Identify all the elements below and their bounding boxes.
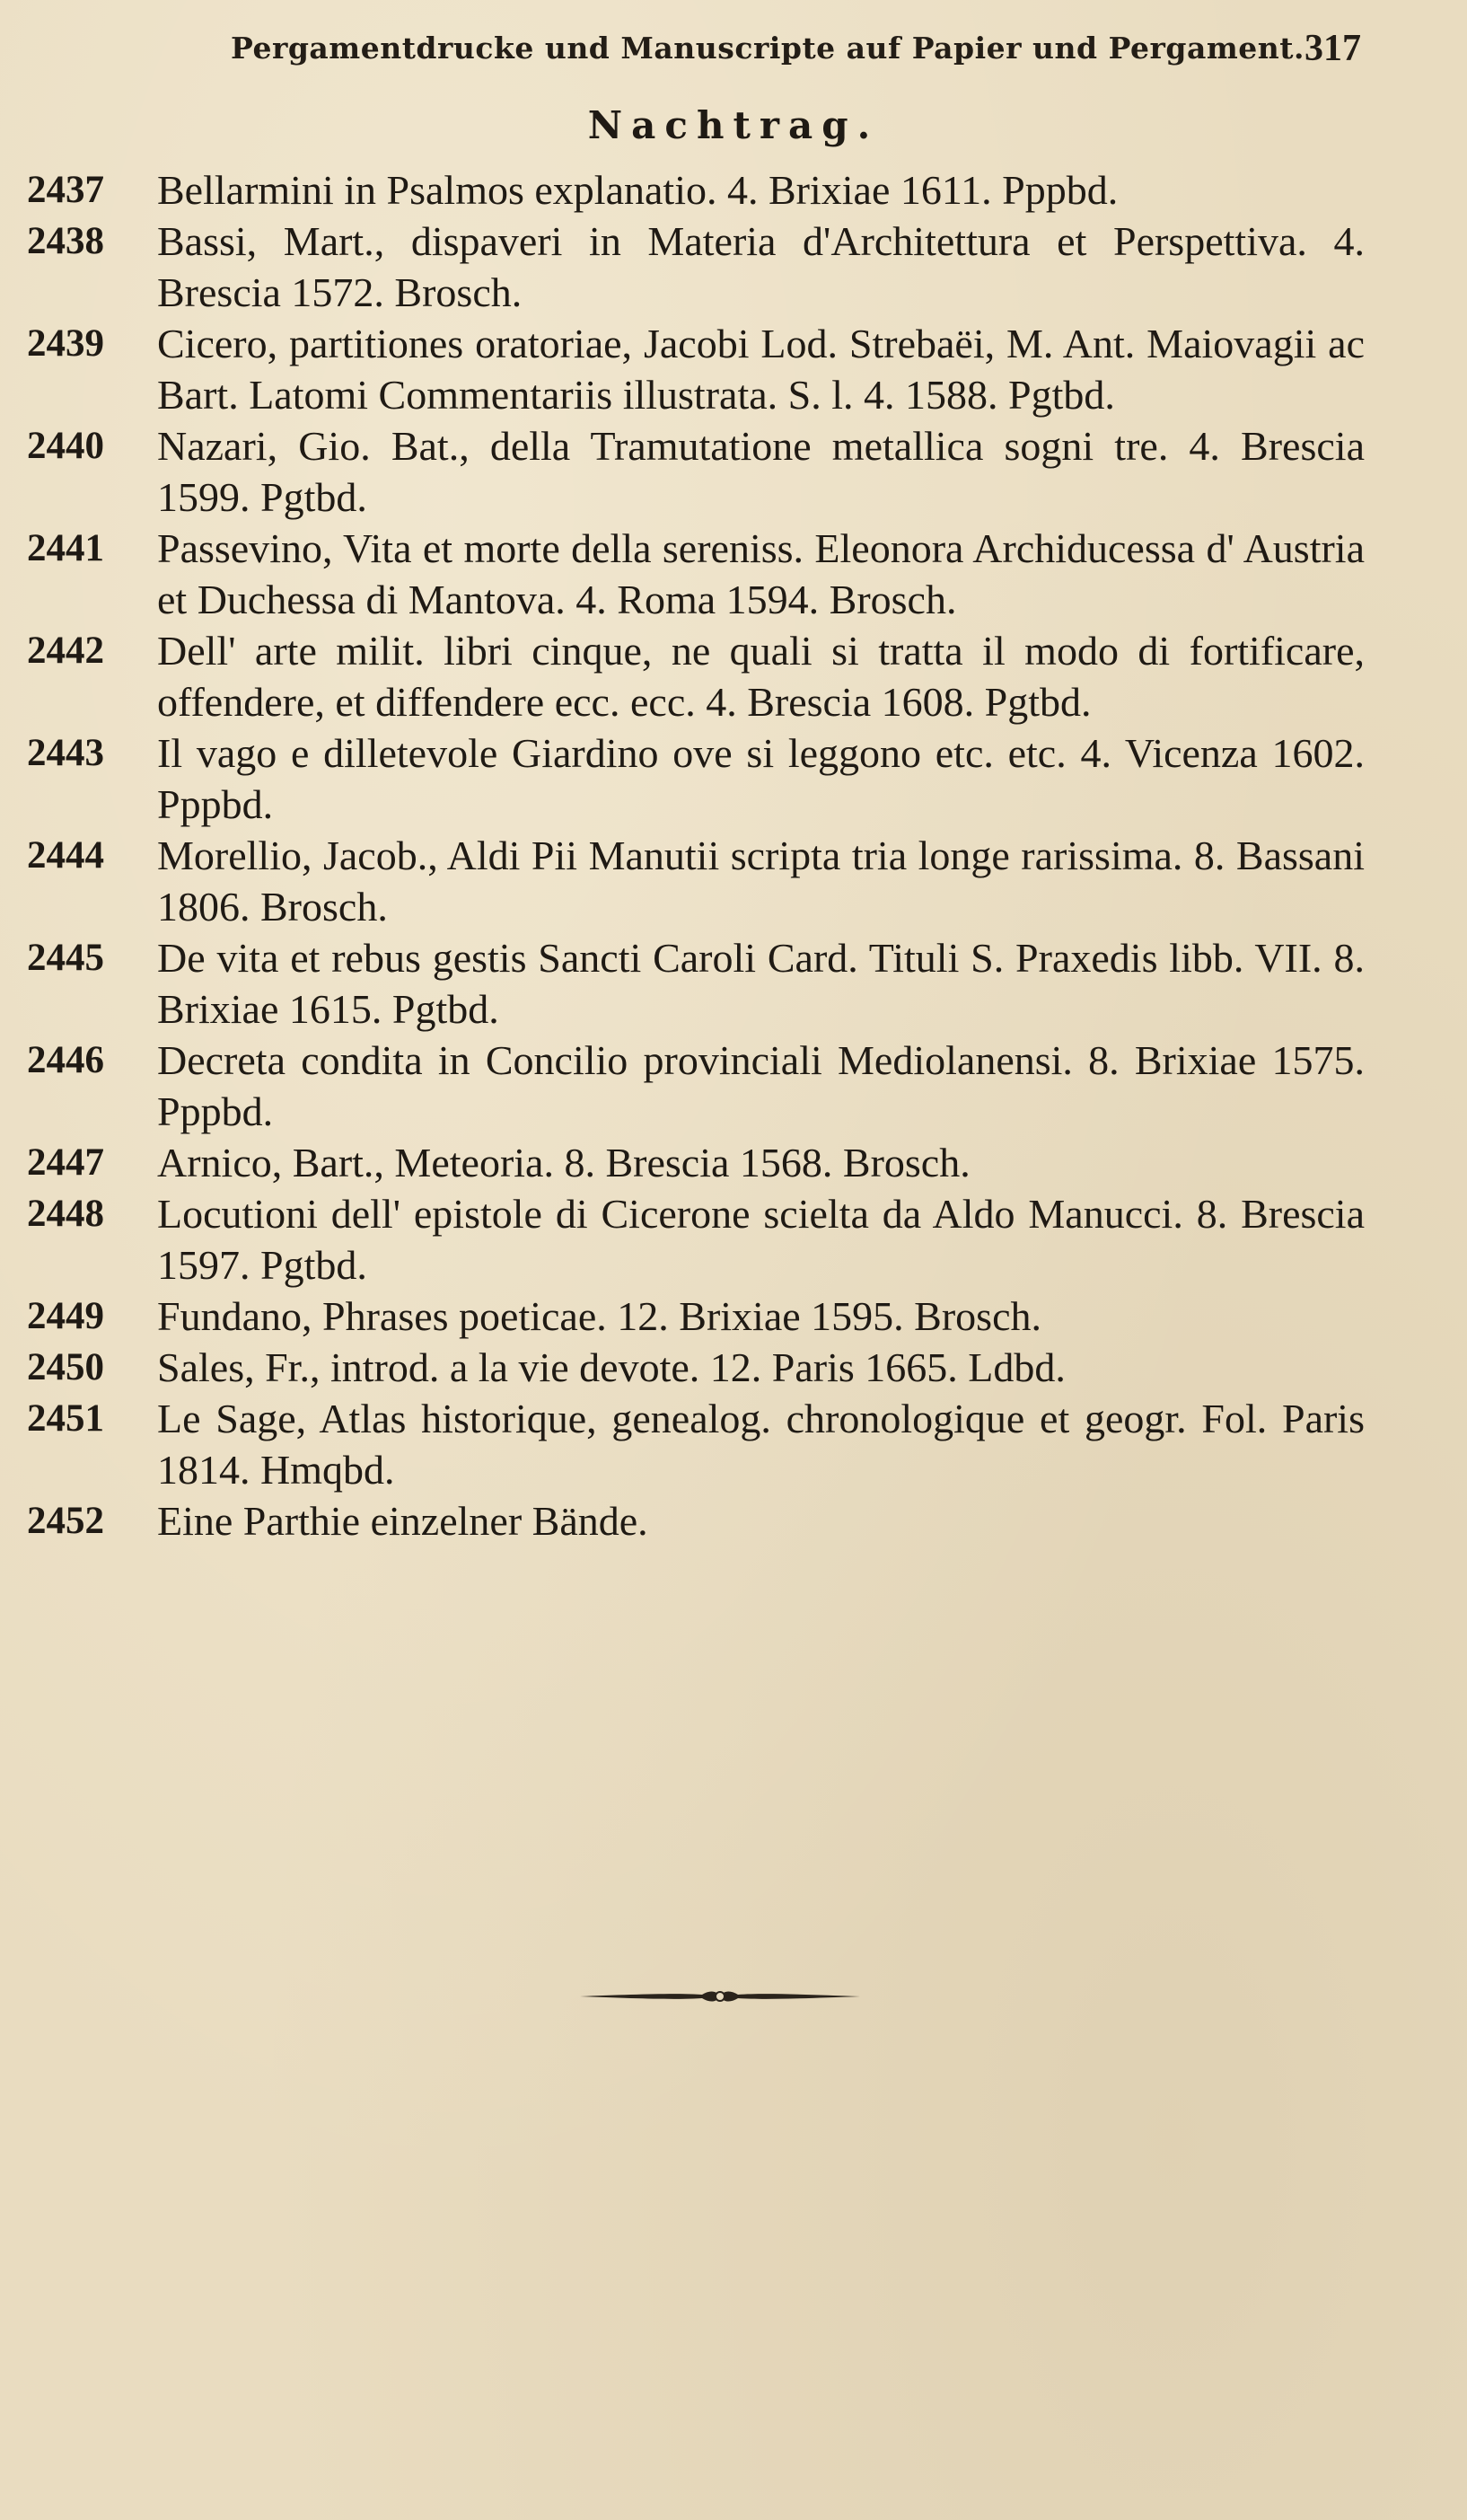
section-title: Nachtrag. bbox=[587, 103, 880, 147]
entry-text: Il vago e dilletevole Giardino ove si leggono etc. etc. 4. Vicenza 1602. Pppbd. bbox=[157, 730, 1365, 827]
entry-number: 2438 bbox=[27, 220, 104, 262]
catalogue-entry bbox=[27, 1137, 1365, 1188]
entry-text: Bassi, Mart., dispaveri in Materia d'Architettura et Perspettiva. 4. Brescia 1572. Brosch. bbox=[157, 218, 1365, 315]
entry-number: 2443 bbox=[27, 732, 104, 774]
entry-text: Morellio, Jacob., Aldi Pii Manutii scripta tria longe rarissima. 8. Bassani 1806. Brosch. bbox=[157, 833, 1365, 930]
entry-text: Arnico, Bart., Meteoria. 8. Brescia 1568. Brosch. bbox=[157, 1140, 971, 1185]
catalogue-entry bbox=[27, 420, 1365, 523]
catalogue-entry bbox=[27, 1188, 1365, 1291]
catalogue-entry bbox=[27, 318, 1365, 420]
entry-text: Eine Parthie einzelner Bände. bbox=[157, 1498, 648, 1544]
entry-number: 2449 bbox=[27, 1295, 104, 1337]
entry-text: Passevino, Vita et morte della sereniss. Eleonora Archiducessa d' Austria et Duchessa di Mantova. 4. Roma 1594. Brosch. bbox=[157, 525, 1365, 622]
entry-number: 2446 bbox=[27, 1039, 104, 1081]
entry-text: Bellarmini in Psalmos explanatio. 4. Brixiae 1611. Pppbd. bbox=[157, 167, 1119, 213]
catalogue-entry bbox=[27, 164, 1365, 216]
catalogue-entry bbox=[27, 216, 1365, 318]
entry-text: Fundano, Phrases poeticae. 12. Brixiae 1595. Brosch. bbox=[157, 1293, 1041, 1339]
entry-number: 2439 bbox=[27, 322, 104, 365]
catalogue-entry bbox=[27, 523, 1365, 625]
catalogue-entry bbox=[27, 1342, 1365, 1393]
entry-text: Cicero, partitiones oratoriae, Jacobi Lod. Strebaëi, M. Ant. Maiovagii ac Bart. Latomi Commentariis illustrata. S. l. 4. 1588. Pgtbd. bbox=[157, 321, 1365, 418]
catalogue-entry bbox=[27, 932, 1365, 1035]
entry-text: Locutioni dell' epistole di Cicerone scielta da Aldo Manucci. 8. Brescia 1597. Pgtbd. bbox=[157, 1191, 1365, 1288]
entry-text: De vita et rebus gestis Sancti Caroli Card. Tituli S. Praxedis libb. VII. 8. Brixiae 1615. Pgtbd. bbox=[157, 935, 1365, 1032]
entry-number: 2437 bbox=[27, 169, 104, 211]
catalogue-entry bbox=[27, 1035, 1365, 1137]
running-head: Pergamentdrucke und Manuscripte auf Papier und Pergament. bbox=[231, 31, 1304, 66]
entry-text: Dell' arte milit. libri cinque, ne quali si tratta il modo di fortificare, offendere, et diffendere ecc. ecc. 4. Brescia 1608. Pgtbd. bbox=[157, 628, 1365, 725]
entry-number: 2441 bbox=[27, 527, 104, 569]
entry-number: 2445 bbox=[27, 937, 104, 979]
entry-text: Decreta condita in Concilio provinciali Mediolanensi. 8. Brixiae 1575. Pppbd. bbox=[157, 1037, 1365, 1134]
entry-number: 2447 bbox=[27, 1141, 104, 1184]
catalogue-entry bbox=[27, 625, 1365, 727]
entry-text: Sales, Fr., introd. a la vie devote. 12. Paris 1665. Ldbd. bbox=[157, 1344, 1066, 1390]
catalogue-entry bbox=[27, 1393, 1365, 1495]
page-number: 317 bbox=[1304, 28, 1361, 69]
entry-number: 2442 bbox=[27, 630, 104, 672]
catalogue-entry bbox=[27, 727, 1365, 830]
entry-number: 2452 bbox=[27, 1500, 104, 1542]
catalogue-entry bbox=[27, 830, 1365, 932]
entry-number: 2451 bbox=[27, 1397, 104, 1440]
entry-number: 2448 bbox=[27, 1193, 104, 1235]
entry-number: 2444 bbox=[27, 834, 104, 877]
catalogue-entries bbox=[27, 164, 1365, 1546]
catalogue-entry bbox=[27, 1291, 1365, 1342]
entry-text: Nazari, Gio. Bat., della Tramutatione metallica sogni tre. 4. Brescia 1599. Pgtbd. bbox=[157, 423, 1365, 520]
catalogue-entry bbox=[27, 1495, 1365, 1546]
decorative-rule-ornament-icon bbox=[576, 1985, 864, 2008]
entry-number: 2440 bbox=[27, 425, 104, 467]
entry-number: 2450 bbox=[27, 1346, 104, 1388]
entry-text: Le Sage, Atlas historique, genealog. chronologique et geogr. Fol. Paris 1814. Hmqbd. bbox=[157, 1396, 1365, 1493]
